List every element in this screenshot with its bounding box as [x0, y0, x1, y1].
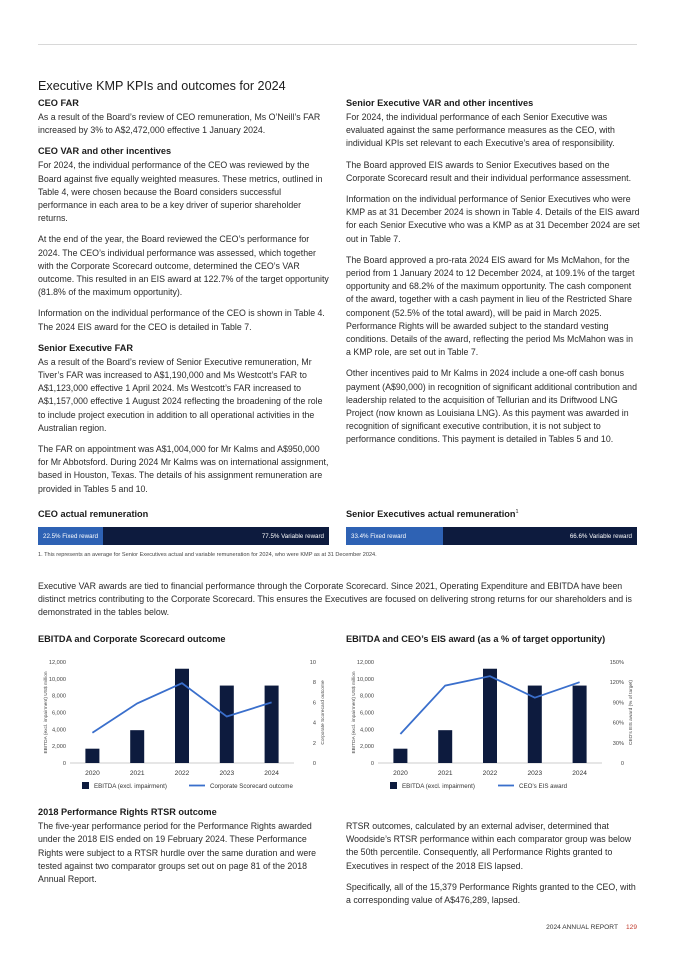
- legend-bar-label: EBITDA (excl. impairment): [402, 783, 475, 790]
- se-var-heading: Senior Executive VAR and other incentives: [346, 98, 534, 108]
- x-tick-label: 2022: [174, 770, 190, 777]
- x-tick-label: 2021: [437, 770, 453, 777]
- y2-tick-label: 90%: [612, 700, 624, 707]
- y2-tick-label: 4: [312, 720, 316, 727]
- y2-tick-label: 120%: [609, 680, 624, 687]
- y2-axis-label: CEO’s EIS award (% of target): [629, 680, 634, 745]
- se-var-paragraph-5: Other incentives paid to Mr Kalms in 2024 include a one-off cash bonus payment (A$90,000) in recognition of significant additional contribution and leadership related to the acquisition of Tellurian and its Driftwood LNG Project (now known as Louisiana LNG). As this payment was awarded in recognition of significant executive contribution, it is not subject to performance conditions. This payment is detailed in Tables 5 and 10.: [346, 368, 637, 445]
- rtsr-right-paragraph-1: RTSR outcomes, calculated by an external adviser, determined that Woodside’s RTSR performance within each comparator group was below the 50th percentile. Consequently, all Performance Rights granted to Executives in respect of the 2018 EIS lapsed.: [346, 821, 632, 871]
- x-tick-label: 2021: [129, 770, 145, 777]
- intro-paragraph: Executive VAR awards are tied to financial performance through the Corporate Scorecard. Since 2021, Operating Expenditure and EBITDA have been distinct metrics contributing to the Corporate Scorecard. This ensures the Executives are focused on delivering strong returns for our shareholders and is demonstrated in the tables below.: [38, 581, 632, 618]
- y2-tick-label: 10: [309, 660, 316, 666]
- se-remuneration-footnote-mark: 1: [515, 509, 519, 515]
- left-column: [38, 97, 332, 504]
- x-tick-label: 2023: [219, 770, 235, 777]
- y2-axis-label: Corporate Scorecard outcome: [321, 680, 326, 745]
- y-tick-label: 6,000: [52, 710, 66, 717]
- y2-tick-label: 30%: [612, 740, 624, 747]
- section-title: Executive KMP KPIs and outcomes for 2024: [38, 79, 286, 93]
- ebitda-bar: [573, 686, 587, 763]
- x-tick-label: 2020: [393, 770, 408, 777]
- ceo-var-paragraph-3: Information on the individual performance of the CEO is shown in Table 4. The 2024 EIS award for the CEO is detailed in Table 7.: [38, 308, 325, 332]
- ebitda-bar: [130, 730, 144, 763]
- y-tick-label: 0: [370, 761, 374, 767]
- ceo-var-paragraph-1: For 2024, the individual performance of the CEO was reviewed by the Board against five equally weighted measures. These metrics, outlined in Table 4, were chosen because the Board considers successful performance in each area to be a key driver of superior shareholder returns.: [38, 160, 323, 224]
- se-remuneration-title: [346, 509, 519, 519]
- ceo-fixed-segment: 22.5% Fixed reward: [38, 527, 103, 545]
- y2-tick-label: 0: [312, 761, 316, 767]
- se-remuneration-title-text: Senior Executives actual remuneration: [346, 509, 516, 520]
- report-label: 2024 ANNUAL REPORT: [546, 924, 618, 931]
- x-tick-label: 2022: [482, 770, 498, 777]
- se-far-paragraph-2: The FAR on appointment was A$1,004,000 for Mr Kalms and A$950,000 for Mr Abbotsford. During 2024 Mr Kalms was on international assignment, based in Houston, Texas. The details of his assignment remuneration are provided in Tables 5 and 10.: [38, 444, 329, 494]
- y2-tick-label: 60%: [612, 720, 624, 727]
- x-tick-label: 2023: [527, 770, 543, 777]
- y-axis-label: EBITDA (excl. impairment) US$ million: [44, 671, 49, 754]
- x-tick-label: 2020: [85, 770, 100, 777]
- y2-tick-label: 8: [312, 680, 316, 687]
- ceo-variable-segment: 77.5% Variable reward: [103, 527, 329, 545]
- y-tick-label: 4,000: [52, 727, 66, 734]
- ceo-far-heading: CEO FAR: [38, 98, 79, 108]
- footnote: 1. This represents an average for Senior Executives actual and variable remuneration for 2024, who were KMP as at 31 December 2024.: [38, 552, 377, 558]
- ebitda-bar: [393, 749, 407, 763]
- x-tick-label: 2024: [572, 770, 587, 777]
- se-far-paragraph-1: As a result of the Board’s review of Senior Executive remuneration, Mr Tiver’s FAR was increased to A$1,190,000 and Ms Westcott’s FAR to A$1,123,000 effective 1 April 2024. Ms Westcott’s FAR increased to A$1,157,000 effective 1 August 2024 reflecting the broadening of the role to include project execution in addition to all operational activities in the Australian region.: [38, 356, 323, 433]
- y2-tick-label: 150%: [609, 660, 624, 666]
- y-tick-label: 8,000: [360, 693, 374, 700]
- ebitda-bar: [483, 669, 497, 763]
- se-var-paragraph-1: For 2024, the individual performance of each Senior Executive was evaluated against the same performance measures as the CEO, with individual KPIs set relevant to each Executive’s area of responsibility.: [346, 112, 615, 149]
- ebitda-bar: [220, 686, 234, 763]
- page-number: 129: [625, 924, 637, 931]
- chart2-title: EBITDA and CEO’s EIS award (as a % of target opportunity): [346, 634, 606, 644]
- se-variable-segment: 66.6% Variable reward: [443, 527, 637, 545]
- y-tick-label: 6,000: [360, 710, 374, 717]
- y-tick-label: 2,000: [360, 744, 374, 751]
- right-column: [346, 97, 640, 455]
- y-tick-label: 12,000: [356, 660, 374, 666]
- ebitda-bar: [265, 686, 279, 763]
- y2-tick-label: 2: [312, 740, 316, 747]
- y-tick-label: 0: [62, 761, 66, 767]
- rtsr-right: [346, 820, 640, 915]
- y-axis-label: EBITDA (excl. impairment) US$ million: [352, 671, 357, 754]
- ebitda-bar: [438, 730, 452, 763]
- rtsr-right-paragraph-2: Specifically, all of the 15,379 Performance Rights granted to the CEO, with a corresponding value of A$476,289, lapsed.: [346, 881, 636, 906]
- y-tick-label: 10,000: [356, 676, 374, 683]
- y-tick-label: 2,000: [52, 744, 66, 751]
- y2-tick-label: 6: [312, 700, 316, 707]
- se-var-paragraph-2: The Board approved EIS awards to Senior Executives based on the Corporate Scorecard result and their individual performance assessment.: [346, 159, 632, 183]
- ceo-var-paragraph-2: At the end of the year, the Board reviewed the CEO’s performance for 2024. The CEO’s individual performance was assessed, which together with the Corporate Scorecard outcome, determined the CEO’s VAR outcome. This resulted in an EIS award at 122.7% of the target opportunity (81.8% of the maximum opportunity).: [38, 234, 329, 298]
- y-tick-label: 8,000: [52, 693, 66, 700]
- y-tick-label: 4,000: [360, 727, 374, 734]
- rtsr-left: [38, 806, 332, 886]
- ceo-var-heading: CEO VAR and other incentives: [38, 146, 172, 157]
- rtsr-left-text: The five-year performance period for the Performance Rights awarded under the 2018 EIS ended on 19 February 2024. These Performance Rights were subject to a RTSR hurdle over the same duration and were tested against two comparator groups set out on page 81 of the 2018 Annual Report.: [38, 821, 317, 885]
- legend-line-label: Corporate Scorecard outcome: [210, 783, 293, 790]
- legend-bar-swatch: [82, 782, 89, 789]
- ceo-far-text: As a result of the Board’s review of CEO remuneration, Ms O’Neill’s FAR increased by 3% to A$2,472,000 effective 1 January 2024.: [38, 112, 321, 136]
- y-tick-label: 10,000: [48, 676, 66, 683]
- y2-tick-label: 0: [620, 761, 624, 767]
- se-fixed-segment: 33.4% Fixed reward: [346, 527, 443, 545]
- se-var-paragraph-4: The Board approved a pro-rata 2024 EIS award for Ms McMahon, for the period from 1 January 2024 to 12 December 2024, at 109.1% of the target opportunity and 68.2% of the maximum opportunity. The cash component of the award, together with a cash payment in lieu of the Restricted Share component (52.5% of the total award), will be paid in March 2025. Performance Rights will be awarded subject to the standard vesting conditions. Details of the award, reflecting the period Ms McMahon was in a KMP role, are set out in Table 7.: [346, 254, 635, 358]
- page-footer: [546, 924, 637, 931]
- rtsr-heading: 2018 Performance Rights RTSR outcome: [38, 807, 217, 817]
- x-tick-label: 2024: [264, 770, 279, 777]
- se-var-paragraph-3: Information on the individual performance of Senior Executives who were KMP as at 31 December 2024 is shown in Table 4. Details of the EIS award for each Senior Executive who was a KMP as at 31 December 2024 are set out in Table 7.: [346, 194, 640, 244]
- ceo-remuneration-bar: [38, 527, 329, 545]
- ebitda-bar: [85, 749, 99, 763]
- legend-bar-swatch: [390, 782, 397, 789]
- chart-ebitda-eis-award: [346, 652, 640, 797]
- se-remuneration-bar: [346, 527, 637, 545]
- se-far-heading: Senior Executive FAR: [38, 342, 133, 353]
- y-tick-label: 12,000: [48, 660, 66, 666]
- ceo-remuneration-title: CEO actual remuneration: [38, 509, 149, 519]
- top-rule: [38, 44, 637, 45]
- chart1-title: EBITDA and Corporate Scorecard outcome: [38, 634, 226, 644]
- legend-line-label: CEO’s EIS award: [519, 783, 568, 790]
- legend-bar-label: EBITDA (excl. impairment): [94, 783, 167, 790]
- chart-ebitda-scorecard: [38, 652, 332, 797]
